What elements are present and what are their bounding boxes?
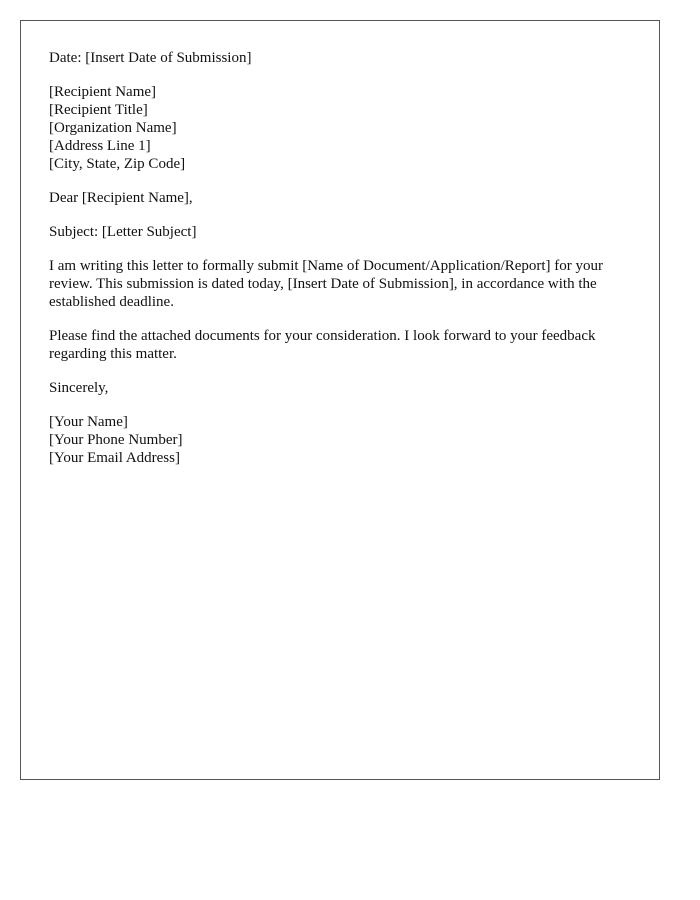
salutation: Dear [Recipient Name], [49,190,193,206]
body-paragraph-2: Please find the attached documents for your consideration. I look forward to your feedback regarding this matter. [49,328,596,362]
recipient-name: [Recipient Name] [49,84,157,100]
subject-line: Subject: [Letter Subject] [49,224,197,240]
your-phone-number: [Your Phone Number] [49,432,183,448]
recipient-address-block [49,83,639,173]
city-state-zip: [City, State, Zip Code] [49,156,186,172]
organization-name: [Organization Name] [49,120,177,136]
your-email-address: [Your Email Address] [49,450,180,466]
signature-block [49,413,639,467]
your-name: [Your Name] [49,414,128,430]
letter-content [49,49,639,483]
letter-page [20,20,660,780]
date-line: Date: [Insert Date of Submission] [49,50,252,66]
body-paragraph-1: I am writing this letter to formally submit [Name of Document/Application/Report] for your review. This submission is dated today, [Insert Date of Submission], in accordance with the established deadline. [49,258,604,310]
address-line-1: [Address Line 1] [49,138,151,154]
recipient-title: [Recipient Title] [49,102,148,118]
closing: Sincerely, [49,380,109,396]
